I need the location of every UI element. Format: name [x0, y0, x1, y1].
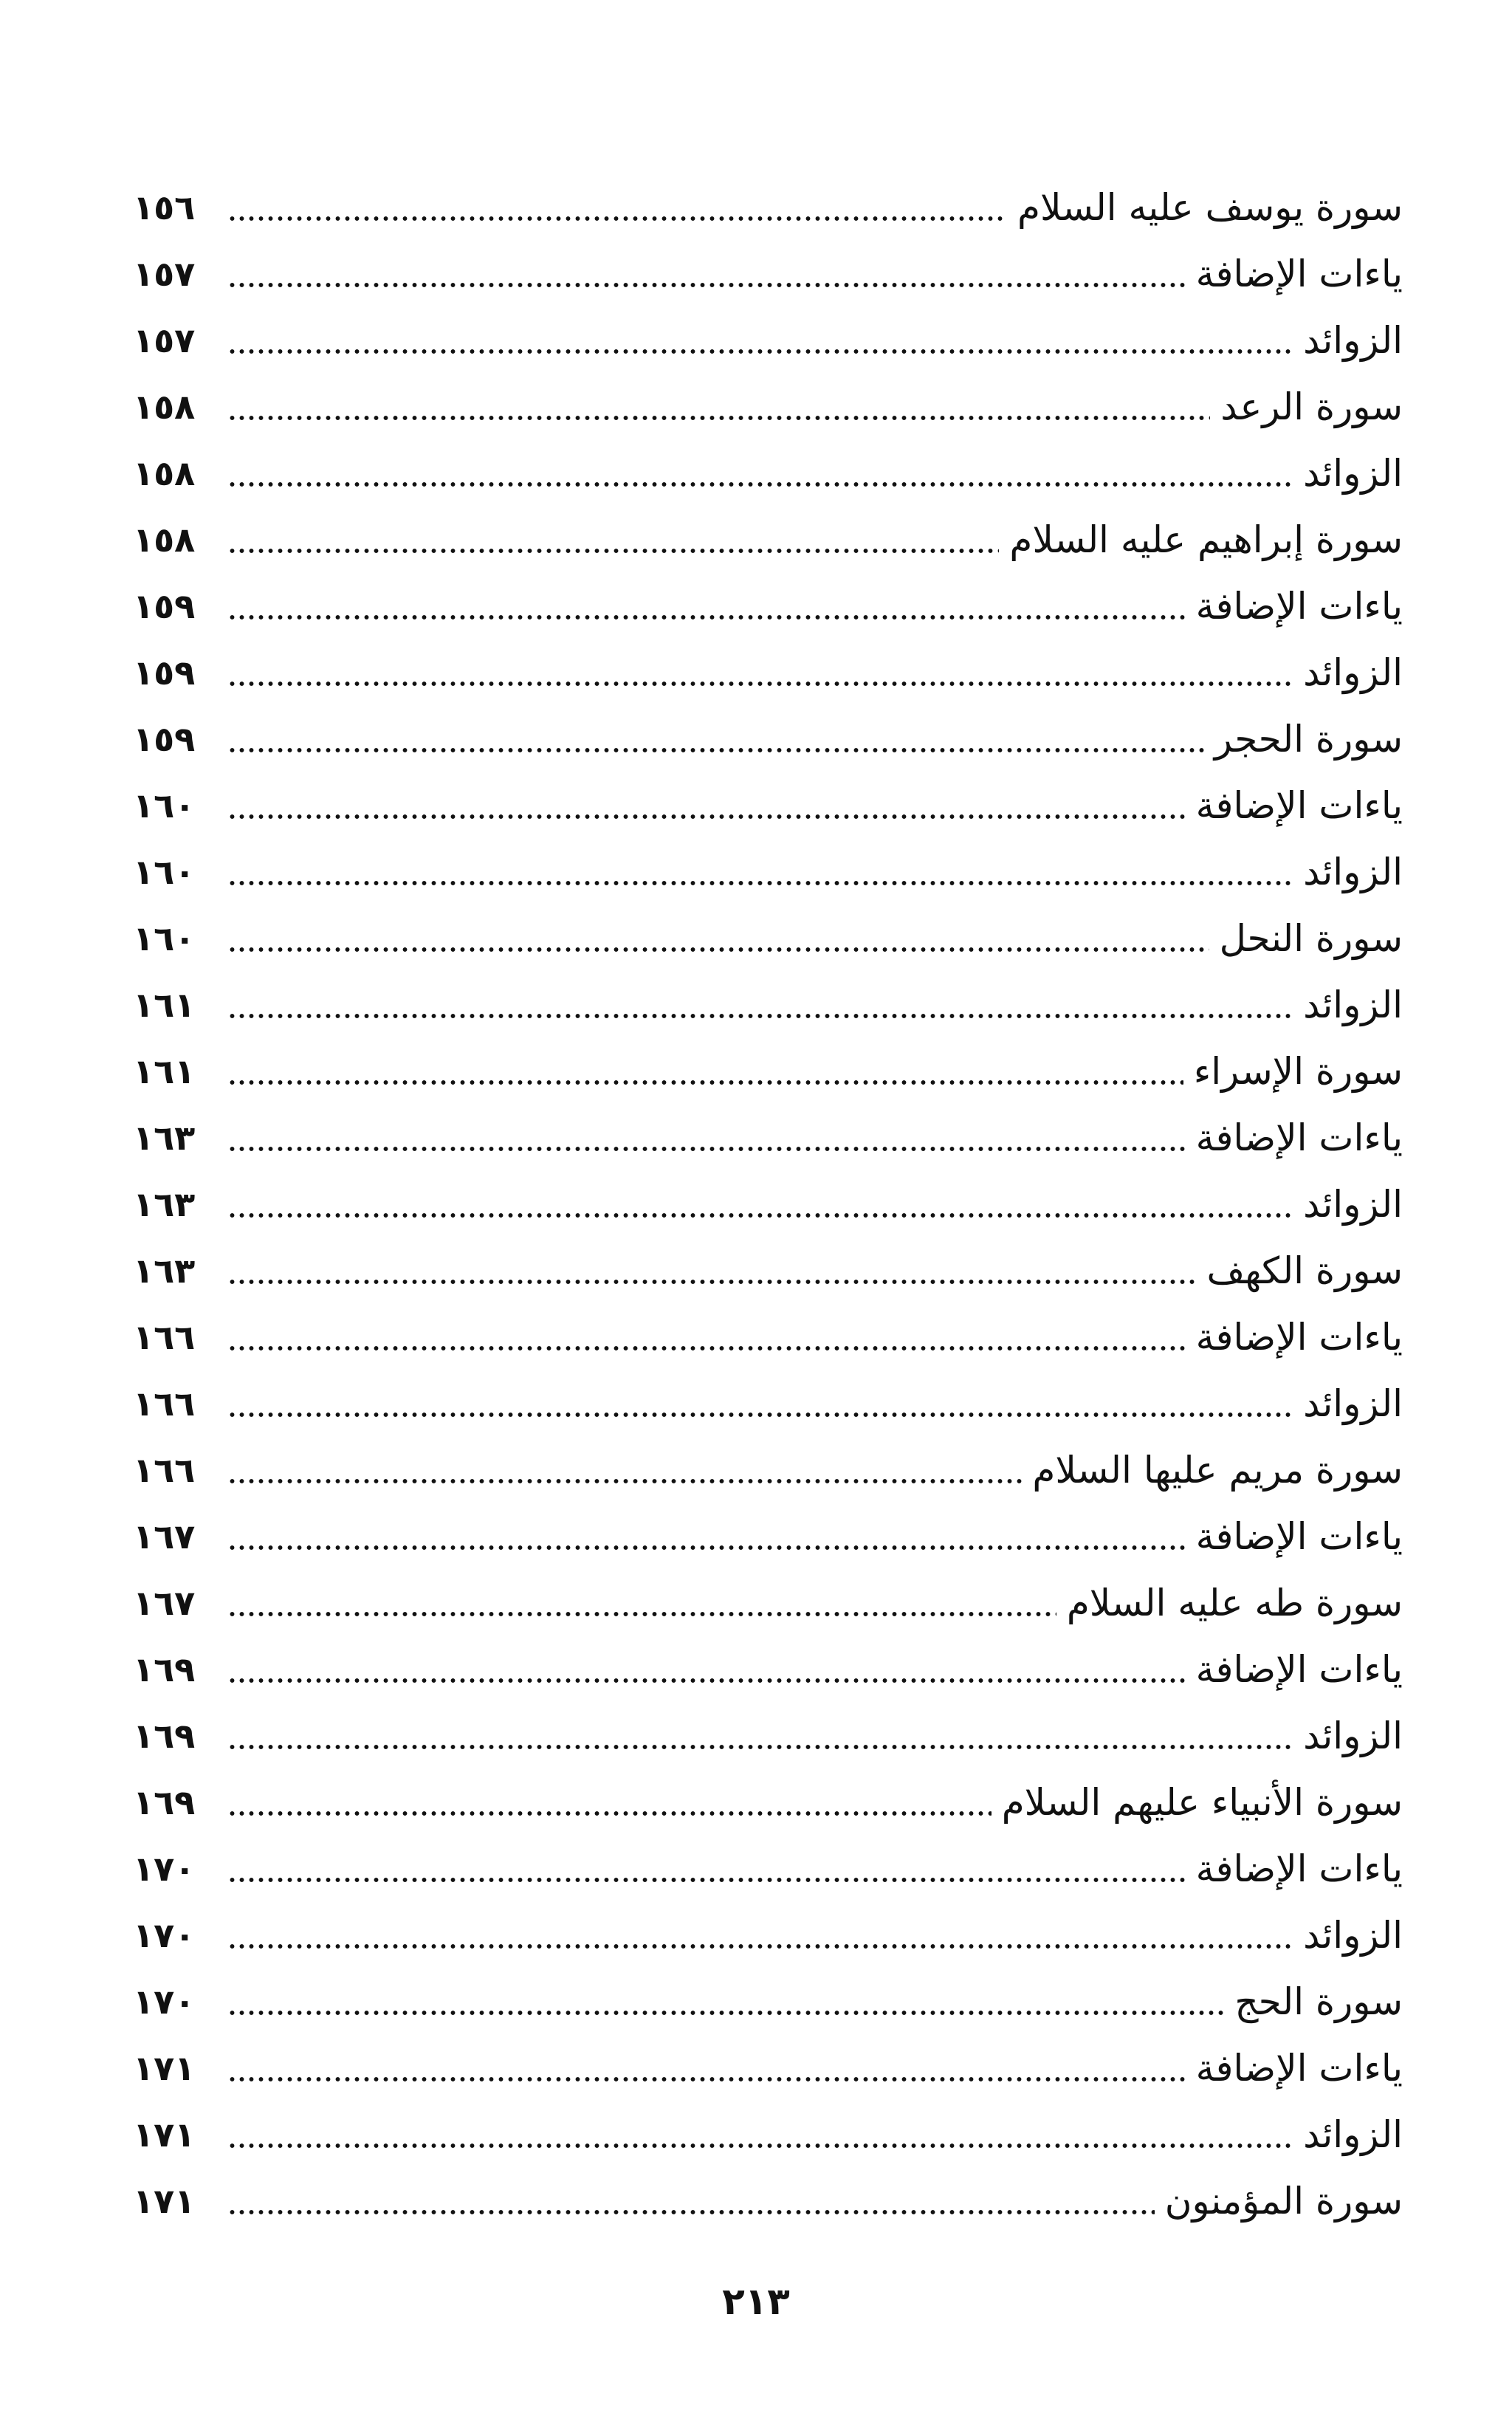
toc-entry: [133, 1171, 1403, 1238]
dot-leader: [227, 1544, 1186, 1551]
dot-leader: [227, 1810, 992, 1817]
dot-leader: [227, 547, 999, 555]
toc-entry: [133, 639, 1403, 706]
toc-entry-page: ١٧٠: [133, 1849, 196, 1889]
toc-entry-title: الزوائد: [1303, 851, 1403, 893]
toc-entry-title: الزوائد: [1303, 452, 1403, 495]
toc-entry-title: الزوائد: [1303, 319, 1403, 362]
toc-entry-title: سورة الحجر: [1214, 718, 1403, 761]
dot-leader: [227, 348, 1293, 355]
toc-entry-title: سورة الإسراء: [1193, 1050, 1403, 1093]
toc-entry-page: ١٧٠: [133, 1915, 196, 1955]
toc-entry-page: ١٦١: [133, 1051, 196, 1091]
toc-entry-page: ١٦٦: [133, 1450, 196, 1490]
toc-entry: [133, 706, 1403, 772]
dot-leader: [227, 1212, 1293, 1219]
toc-entry-page: ١٦٩: [133, 1650, 196, 1689]
dot-leader: [227, 2208, 1155, 2216]
toc-entry: [133, 1769, 1403, 1836]
page-number: ٢١٣: [722, 2280, 790, 2323]
toc-entry-title: سورة الحج: [1234, 1980, 1403, 2023]
dot-leader: [227, 215, 1007, 222]
toc-entry: [133, 307, 1403, 374]
toc-entry-title: الزوائد: [1303, 2113, 1403, 2156]
toc-entry-page: ١٦١: [133, 985, 196, 1025]
dot-leader: [227, 1012, 1293, 1020]
dot-leader: [227, 2009, 1224, 2016]
dot-leader: [227, 879, 1293, 887]
toc-entry: [133, 1636, 1403, 1703]
toc-entry-title: سورة الأنبياء عليهم السلام: [1001, 1781, 1403, 1824]
toc-entry-page: ١٦٧: [133, 1517, 196, 1556]
toc-entry: [133, 241, 1403, 307]
toc-entry: [133, 507, 1403, 573]
toc-entry-page: ١٥٨: [133, 387, 196, 427]
toc-entry-page: ١٦٠: [133, 786, 196, 826]
toc-entry-title: الزوائد: [1303, 1714, 1403, 1757]
toc-entry: [133, 1105, 1403, 1171]
toc-entry-title: ياءات الإضافة: [1195, 253, 1403, 295]
toc-entry-page: ١٧١: [133, 2048, 196, 2088]
toc-entry-title: ياءات الإضافة: [1195, 585, 1403, 628]
toc-entry: [133, 1968, 1403, 2035]
toc-entry-title: الزوائد: [1303, 984, 1403, 1026]
toc-entry: [133, 1304, 1403, 1370]
toc-entry-page: ١٥٩: [133, 719, 196, 759]
toc-entry-title: ياءات الإضافة: [1195, 1116, 1403, 1159]
dot-leader: [227, 1943, 1293, 1950]
toc-entry: [133, 1437, 1403, 1503]
toc-entry-title: الزوائد: [1303, 1382, 1403, 1425]
toc-entry: [133, 440, 1403, 507]
toc-entry-page: ١٦٦: [133, 1384, 196, 1424]
toc-entry-title: سورة طه عليه السلام: [1066, 1582, 1403, 1624]
toc-entry: [133, 772, 1403, 839]
toc-entry-title: ياءات الإضافة: [1195, 1847, 1403, 1890]
dot-leader: [227, 481, 1293, 488]
toc-entry: [133, 1570, 1403, 1636]
toc-entry: [133, 573, 1403, 639]
toc-entry: [133, 2168, 1403, 2234]
toc-entry: [133, 1902, 1403, 1968]
toc-entry-page: ١٦٣: [133, 1251, 196, 1291]
dot-leader: [227, 746, 1204, 754]
toc-entry-title: ياءات الإضافة: [1195, 1316, 1403, 1359]
toc-entry-page: ١٥٧: [133, 320, 196, 360]
toc-entry: [133, 1836, 1403, 1902]
dot-leader: [227, 1743, 1293, 1751]
toc-entry-page: ١٦٧: [133, 1583, 196, 1623]
toc-entry: [133, 839, 1403, 905]
dot-leader: [227, 2076, 1186, 2083]
dot-leader: [227, 1079, 1183, 1086]
toc-entry-page: ١٦٦: [133, 1317, 196, 1357]
dot-leader: [227, 946, 1209, 953]
dot-leader: [227, 1610, 1056, 1618]
toc-entry-page: ١٥٨: [133, 453, 196, 493]
toc-entry: [133, 1370, 1403, 1437]
toc-entry-page: ١٦٣: [133, 1184, 196, 1224]
toc-entry-title: سورة المؤمنون: [1164, 2180, 1403, 2222]
dot-leader: [227, 614, 1186, 621]
toc-entry-page: ١٥٩: [133, 653, 196, 693]
toc-entry-page: ١٦٩: [133, 1782, 196, 1822]
toc-entry-title: سورة مريم عليها السلام: [1032, 1449, 1403, 1492]
dot-leader: [227, 2142, 1293, 2149]
dot-leader: [227, 414, 1210, 422]
toc-entry-title: سورة الكهف: [1206, 1249, 1403, 1292]
dot-leader: [227, 1278, 1196, 1286]
toc-entry-page: ١٥٩: [133, 586, 196, 626]
toc-entry-page: ١٥٨: [133, 520, 196, 560]
toc-entry-page: ١٥٦: [133, 188, 196, 227]
toc-entry-page: ١٦٠: [133, 852, 196, 892]
toc-entry-title: سورة الرعد: [1220, 385, 1403, 428]
toc-entry-page: ١٧١: [133, 2115, 196, 2155]
dot-leader: [227, 1677, 1186, 1684]
dot-leader: [227, 1345, 1186, 1352]
toc-entry: [133, 972, 1403, 1038]
toc-entry-page: ١٦٩: [133, 1716, 196, 1756]
toc-entry-title: سورة يوسف عليه السلام: [1017, 186, 1403, 229]
toc-entry: [133, 905, 1403, 972]
table-of-contents: [133, 174, 1403, 2234]
dot-leader: [227, 281, 1186, 289]
toc-entry: [133, 1038, 1403, 1105]
toc-entry-title: سورة النحل: [1219, 917, 1403, 960]
toc-entry-page: ١٧١: [133, 2181, 196, 2221]
toc-entry-page: ١٦٣: [133, 1118, 196, 1158]
toc-entry-title: سورة إبراهيم عليه السلام: [1009, 518, 1403, 561]
toc-entry: [133, 2101, 1403, 2168]
toc-entry-title: الزوائد: [1303, 1914, 1403, 1957]
dot-leader: [227, 1411, 1293, 1418]
toc-entry-title: ياءات الإضافة: [1195, 1648, 1403, 1691]
toc-entry-page: ١٧٠: [133, 1982, 196, 2022]
toc-entry: [133, 1238, 1403, 1304]
dot-leader: [227, 680, 1293, 687]
toc-entry-title: ياءات الإضافة: [1195, 2047, 1403, 2090]
toc-entry: [133, 374, 1403, 440]
toc-entry-title: ياءات الإضافة: [1195, 1515, 1403, 1558]
dot-leader: [227, 1477, 1022, 1485]
toc-entry: [133, 174, 1403, 241]
toc-entry: [133, 1703, 1403, 1769]
toc-entry: [133, 2035, 1403, 2101]
dot-leader: [227, 1145, 1186, 1153]
toc-entry-title: الزوائد: [1303, 1183, 1403, 1226]
toc-entry: [133, 1503, 1403, 1570]
toc-entry-page: ١٥٧: [133, 254, 196, 294]
dot-leader: [227, 1876, 1186, 1884]
toc-entry-page: ١٦٠: [133, 919, 196, 958]
toc-entry-title: ياءات الإضافة: [1195, 784, 1403, 827]
dot-leader: [227, 813, 1186, 820]
toc-entry-title: الزوائد: [1303, 651, 1403, 694]
